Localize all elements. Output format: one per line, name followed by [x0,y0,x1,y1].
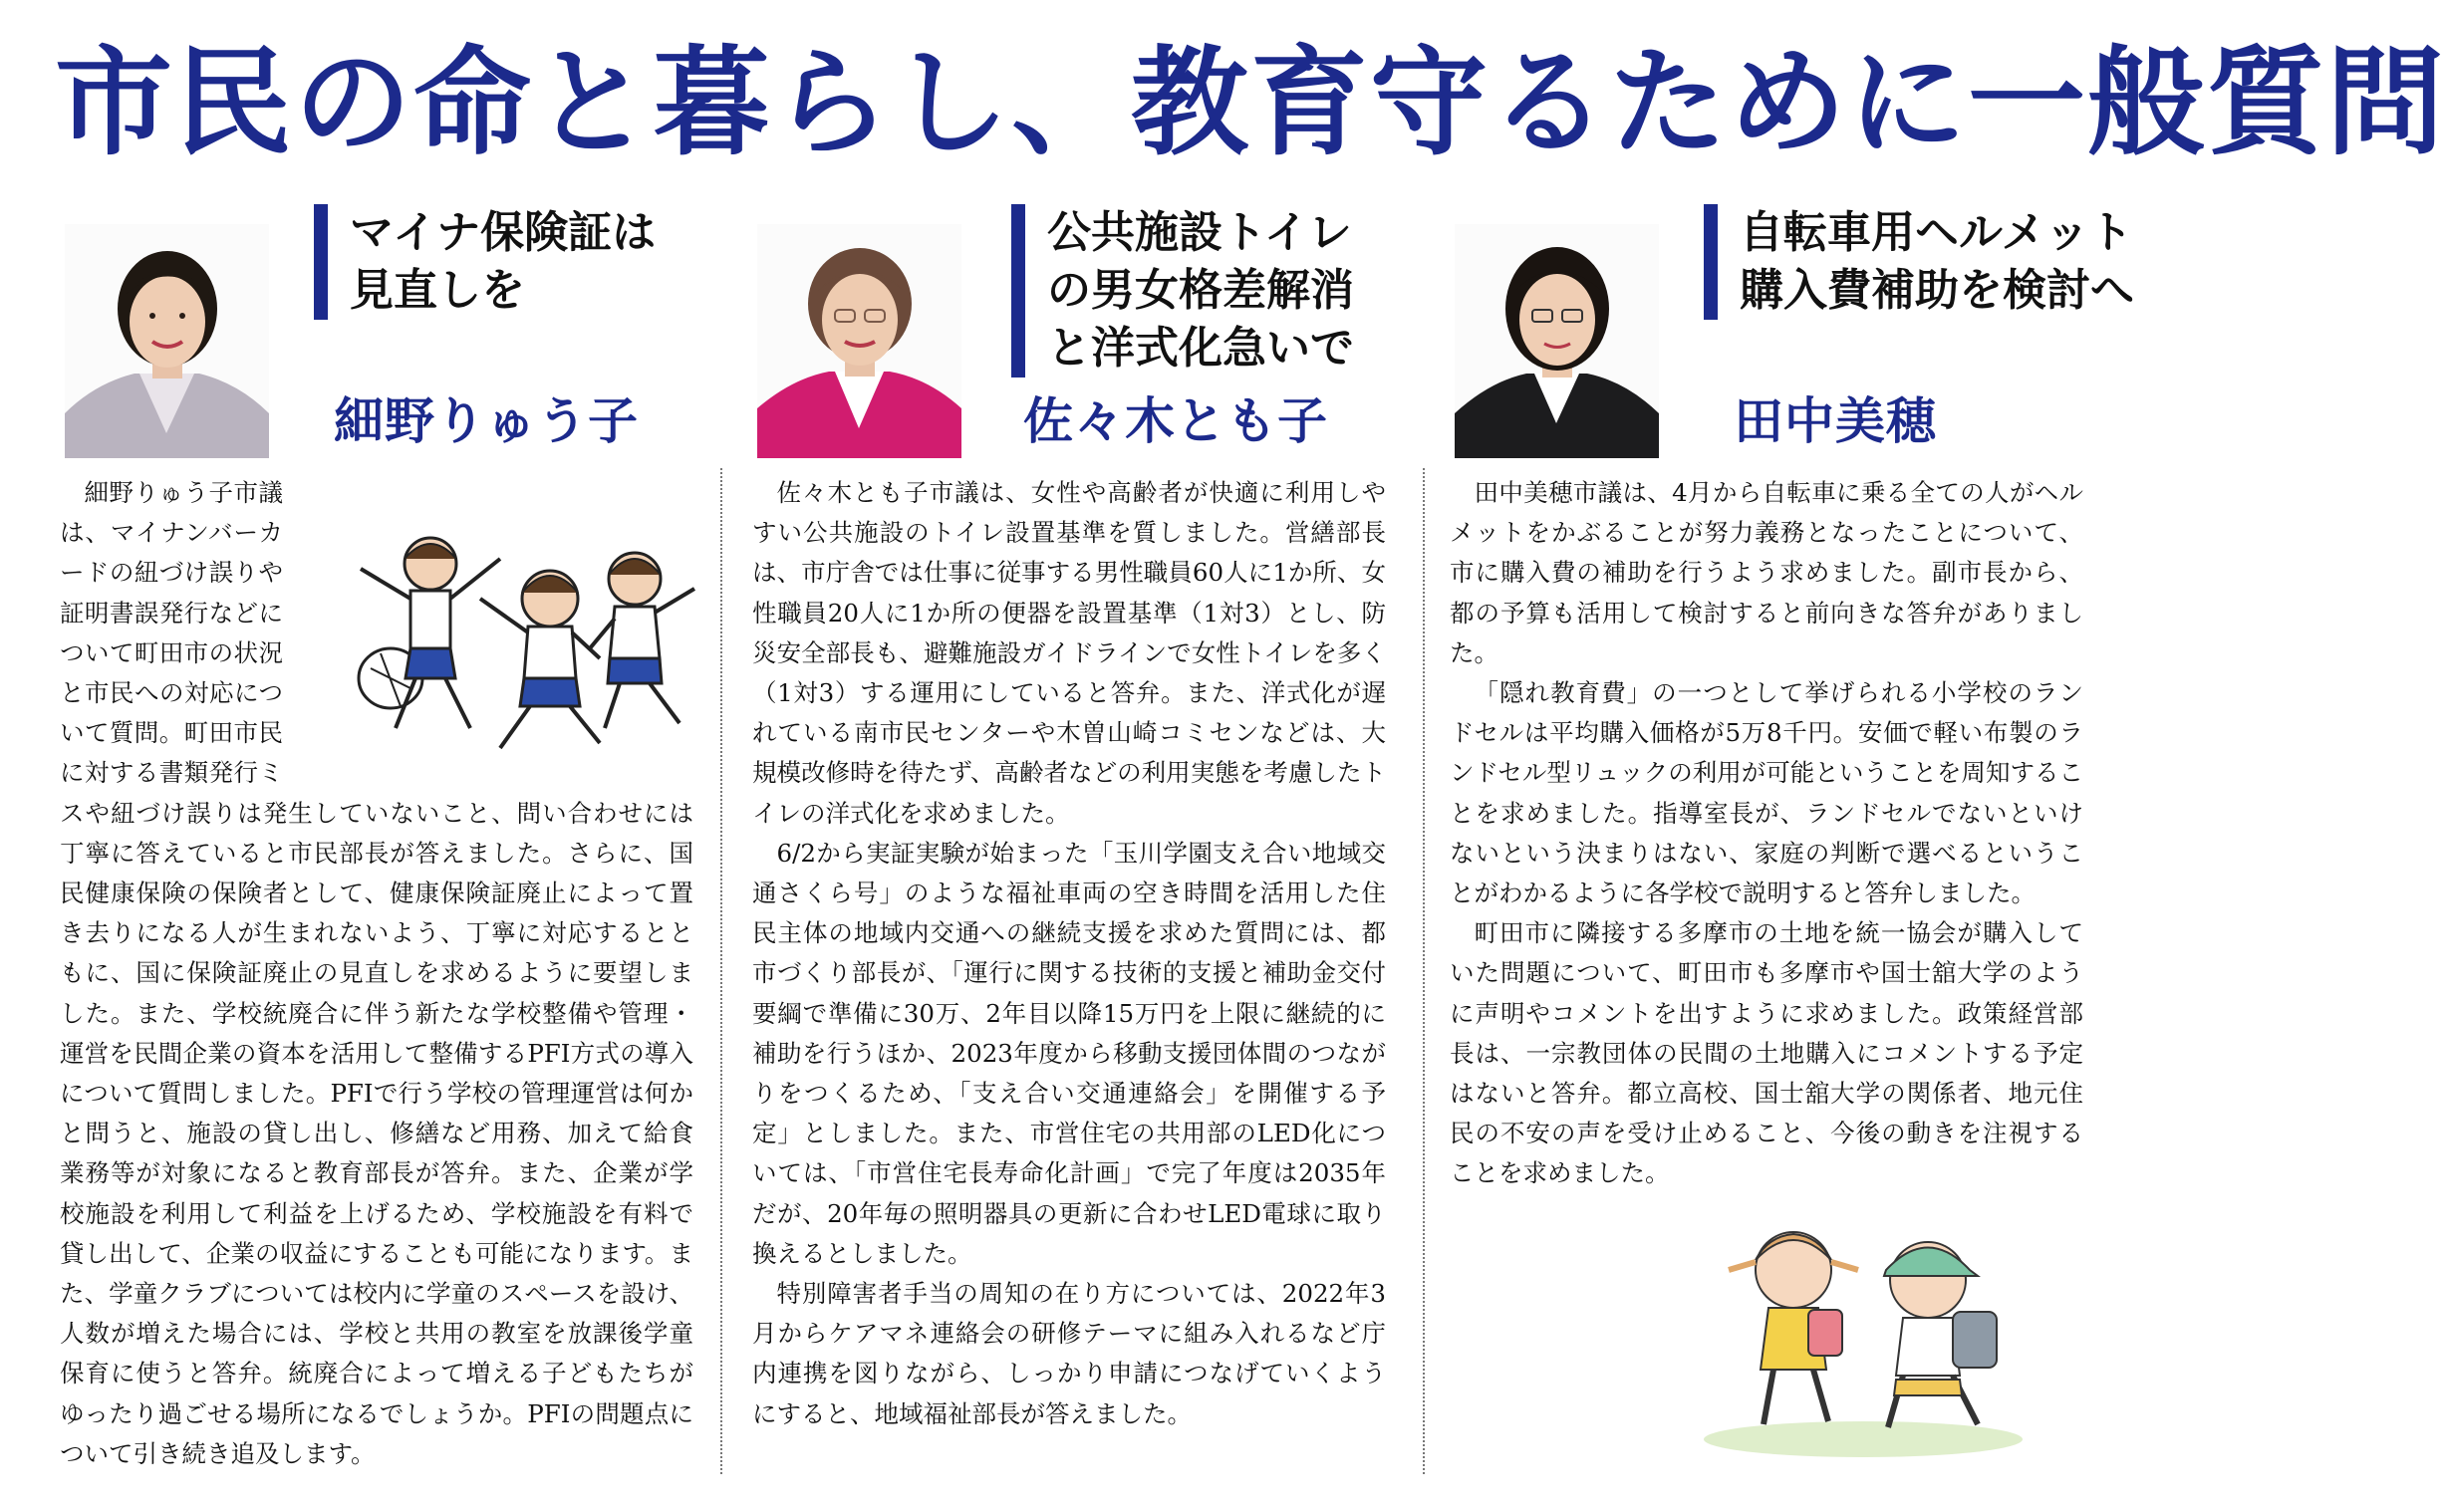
heading-line: と洋式化急いで [1047,323,1354,374]
body-paragraph: 佐々木とも子市議は、女性や高齢者が快適に利用しやすい公共施設のトイレ設置基準を質しました。営繕部長は、市庁舎では仕事に従事する男性職員60人に1か所、女性職員20人に1か所の便器を設置基準（1対3）とし、防災安全部長も、避難施設ガイドラインで女性トイレを多く（1対3）する運用にしていると答弁。また、洋式化が遅れている南市民センターや木曽山崎コミセンなどは、大規模改修時を待たず、高齢者などの利用実態を考慮したトイレの洋式化を求めました。 [752,478,1386,828]
councilor-name: 細野りゅう子 [334,392,639,450]
schoolkids-illustration [1699,1200,2028,1459]
councilor-name: 佐々木とも子 [1023,392,1328,450]
column-divider [720,468,722,1474]
article-body [1450,473,2083,1194]
body-paragraph: 特別障害者手当の周知の在り方については、2022年3月からケアマネ連絡会の研修テーマに組み入れるなど庁内連携を図りながら、しっかり申請につなげていくようにすると、地域福祉部長が答えました。 [752,1279,1386,1428]
portrait-photo-sasaki [757,224,961,458]
body-paragraph: 町田市に隣接する多摩市の土地を統一協会が購入していた問題について、町田市も多摩市や国士舘大学のように声明やコメントを出すように求めました。政策経営部長は、一宗教団体の民間の土地購入にコメントする予定はないと答弁。都立高校、国士舘大学の関係者、地元住民の不安の声を受け止めること、今後の動きを注視することを求めました。 [1450,918,2083,1188]
councilor-name: 田中美穂 [1734,392,1937,450]
article-heading [1011,204,1354,378]
soccer-kids-illustration [301,529,699,758]
body-paragraph [60,473,693,1474]
page-title: 市民の命と暮らし、教育守るために一般質問 [55,34,2446,171]
heading-line: の男女格差解消 [1047,265,1354,316]
body-paragraph: 「隠れ教育費」の一つとして挙げられる小学校のランドセルは平均購入価格が5万8千円。安価で軽い布製のランドセル型リュックの利用が可能ということを周知することを求めました。指導室長が、ランドセルでないといけないという決まりはない、家庭の判断で選べるということがわかるように各学校で説明すると答弁しました。 [1450,678,2083,908]
article-heading [314,204,656,320]
heading-line: マイナ保険証は [350,207,657,258]
heading-line: 購入費補助を検討へ [1740,265,2134,316]
article-hosono [60,204,707,1499]
paragraph-text: 細野りゅう子市議は、マイナンバーカードの紐づけ誤りや証明書誤発行などについて町田市の状況と市民への対応について質問。町田市民に対する書類発行ミスや紐づけ誤りは発生していないこと、問い合わせには丁寧に答えていると市民部長が答えました。さらに、国民健康保険の保険者として、健康保険証廃止によって置き去りになる人が生まれないよう、丁寧に対応するとともに、国に保険証廃止の見直しを求めるように要望しました。また、学校統廃合に伴う新たな学校整備や管理・運営を民間企業の資本を活用して整備するPFI方式の導入について質問しました。PFIで行う学校の管理運営は何かと問うと、施設の貸し出し、修繕など用務、加えて給食業務等が対象になると教育部長が答弁。また、企業が学校施設を利用して利益を上げるため、学校施設を有料で貸し出して、企業の収益にすることも可能になります。また、学童クラブについては校内に学童のスペースを設け、人数が増えた場合には、学校と共用の教室を放課後学童保育に使うと答弁。統廃合によって増える子どもたちがゆったり過ごせる場所になるでしょうか。PFIの問題点について引き続き追及します。 [60,478,693,1468]
body-paragraph: 田中美穂市議は、4月から自転車に乗る全ての人がヘルメットをかぶることが努力義務となったことについて、市に購入費の補助を行うよう求めました。副市長から、都の予算も活用して検討すると前向きな答弁がありました。 [1450,478,2083,667]
portrait-photo-hosono [65,224,269,458]
article-tanaka [1450,204,2134,1499]
body-paragraph: 6/2から実証実験が始まった「玉川学園支え合い地域交通さくら号」のような福祉車両の空き時間を活用した住民主体の地域内交通への継続支援を求めた質問には、都市づくり部長が、「運行に関する技術的支援と補助金交付要綱で準備に30万、2年目以降15万円を上限に継続的に補助を行うほか、2023年度から移動支援団体間のつながりをつくるため、「支え合い交通連絡会」を開催する予定」としました。また、市営住宅の共用部のLED化については、「市営住宅長寿命化計画」で完了年度は2035年だが、20年毎の照明器具の更新に合わせLED電球に取り換えるとしました。 [752,838,1386,1268]
portrait-photo-tanaka [1455,224,1659,458]
article-heading [1704,204,2134,320]
heading-line: 公共施設トイレ [1047,207,1352,258]
heading-line: 自転車用ヘルメット [1740,207,2133,258]
article-sasaki [752,204,1400,1499]
column-divider [1423,468,1425,1474]
heading-line: 見直しを [350,265,525,316]
article-body [60,473,693,1474]
article-body [752,473,1386,1434]
